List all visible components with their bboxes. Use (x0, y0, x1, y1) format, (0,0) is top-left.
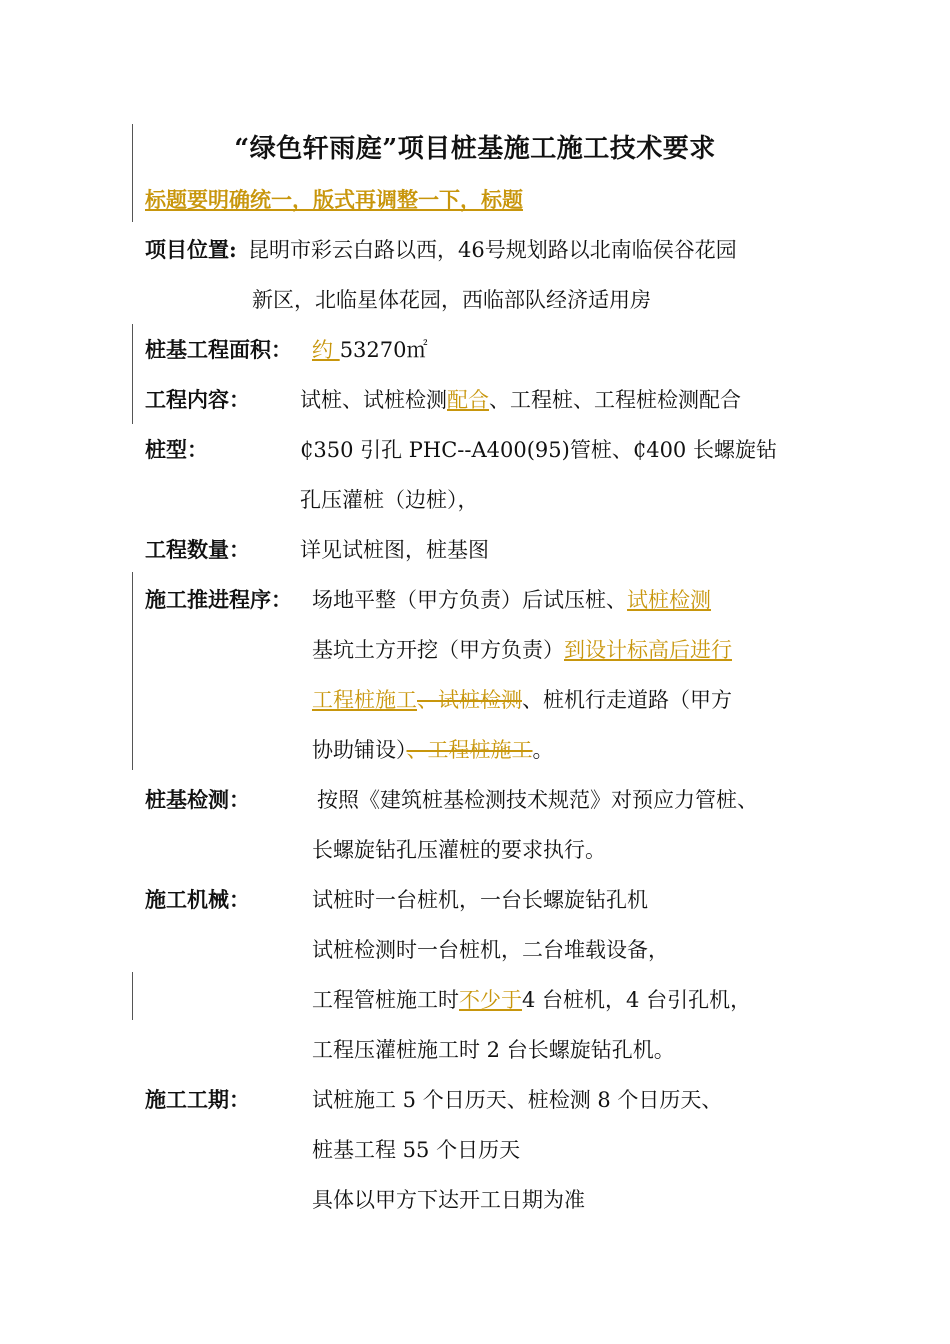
quantity-label: 工程数量： (145, 537, 250, 562)
testing-line-2: 长螺旋钻孔压灌桩的要求执行。 (312, 838, 606, 862)
change-bar (132, 324, 133, 374)
inserted-text: 配合 (447, 388, 489, 412)
procedure-line-1 (312, 586, 711, 614)
machinery-text: 4 台桩机，4 台引孔机， (522, 988, 752, 1012)
inserted-text: 约 (312, 338, 340, 362)
area-label: 桩基工程面积： (145, 337, 292, 362)
procedure-label: 施工推进程序： (145, 587, 292, 612)
procedure-line-3 (312, 686, 732, 714)
change-bar (132, 374, 133, 424)
inserted-text: 不少于 (459, 988, 522, 1012)
testing-line-1: 按照《建筑桩基检测技术规范》对预应力管桩、 (317, 788, 758, 812)
location-line-1: 昆明市彩云白路以西，46号规划路以北南临侯谷花园 (248, 238, 737, 262)
pile-type-line-2: 孔压灌桩（边桩）， (300, 488, 479, 512)
testing-label: 桩基检测： (145, 787, 250, 812)
deleted-text: 、试桩检测 (417, 688, 522, 712)
area-number: 53270㎡ (339, 338, 428, 362)
inserted-text: 试桩检测 (627, 588, 711, 612)
document-title: “绿色轩雨庭”项目桩基施工施工技术要求 (234, 134, 716, 164)
schedule-line-1: 试桩施工 5 个日历天、桩检测 8 个日历天、 (312, 1088, 723, 1112)
schedule-line-2: 桩基工程 55 个日历天 (312, 1138, 521, 1162)
inserted-text: 工程桩施工 (312, 688, 417, 712)
deleted-text: 、工程桩施工 (406, 738, 533, 762)
machinery-line-1: 试桩时一台桩机，一台长螺旋钻孔机 (312, 888, 648, 912)
procedure-text: 协助铺设） (312, 738, 407, 762)
quantity-value: 详见试桩图，桩基图 (300, 538, 489, 562)
schedule-line-3: 具体以甲方下达开工日期为准 (312, 1188, 585, 1212)
machinery-text: 工程管桩施工时 (312, 988, 459, 1012)
pile-type-line-1: ₵350 引孔 PHC--A400(95)管桩、₵400 长螺旋钻 (300, 438, 777, 462)
machinery-line-3 (312, 986, 751, 1014)
pile-type-label: 桩型： (145, 437, 208, 462)
inserted-text: 到设计标高后进行 (564, 638, 732, 662)
procedure-text: 基坑土方开挖（甲方负责） (312, 638, 564, 662)
content-value (300, 386, 741, 414)
revision-note: 标题要明确统一，版式再调整一下，标题 (145, 187, 523, 212)
machinery-line-2: 试桩检测时一台桩机，二台堆载设备， (312, 938, 669, 962)
procedure-text: 场地平整（甲方负责）后试压桩、 (312, 588, 627, 612)
procedure-text: 、桩机行走道路（甲方 (522, 688, 732, 712)
area-value (312, 336, 428, 364)
location-label: 项目位置: (145, 237, 237, 262)
content-label: 工程内容： (145, 387, 250, 412)
machinery-line-4: 工程压灌桩施工时 2 台长螺旋钻孔机。 (312, 1038, 675, 1062)
change-bar (132, 572, 133, 770)
change-bar (132, 972, 133, 1020)
change-bar (132, 124, 133, 222)
content-text: 试桩、试桩检测 (300, 388, 447, 412)
procedure-line-4 (312, 736, 554, 764)
procedure-line-2 (312, 636, 732, 664)
location-line-2: 新区，北临星体花园，西临部队经济适用房 (252, 288, 651, 312)
machinery-label: 施工机械： (145, 887, 250, 912)
schedule-label: 施工工期： (145, 1087, 250, 1112)
procedure-text: 。 (532, 738, 554, 762)
content-text: 、工程桩、工程桩检测配合 (489, 388, 741, 412)
